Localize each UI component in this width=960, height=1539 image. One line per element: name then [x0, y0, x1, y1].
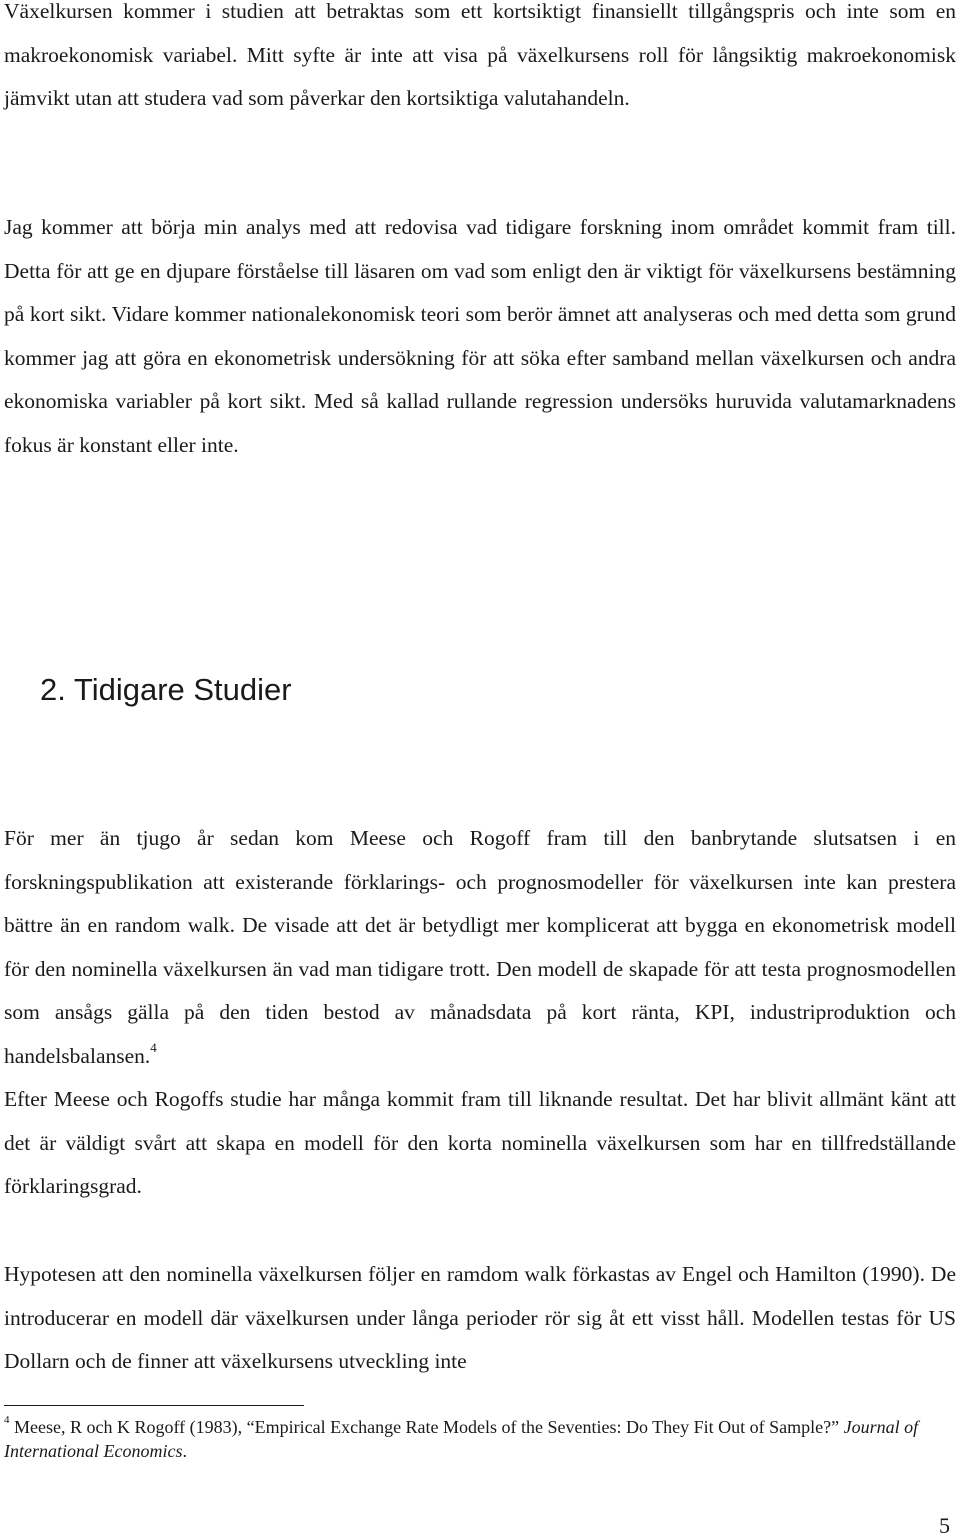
footnote-journal: Journal of International Economics — [4, 1417, 919, 1461]
page-number: 5 — [939, 1513, 950, 1538]
footnote — [4, 1415, 956, 1463]
paragraph-engel-hamilton: Hypotesen att den nominella växelkursen följer en ramdom walk förkastas av Engel och Hamilton (1990). De introducerar en modell där växelkursen under långa perioder rör sig åt ett visst håll. Modellen testas för US Dollarn och de finner att växelkursens utveckling inte — [4, 1262, 956, 1373]
footnote-reference[interactable]: 4 — [150, 1040, 157, 1056]
paragraph-after-meese: Efter Meese och Rogoffs studie har många kommit fram till liknande resultat. Det har blivit allmänt känt att det är väldigt svårt att skapa en modell för den korta nominella växelkursen som har en tillfredställande förklaringsgrad. — [4, 1087, 956, 1198]
footnote-end: . — [182, 1441, 187, 1461]
paragraph-analysis: Jag kommer att börja min analys med att redovisa vad tidigare forskning inom området kommit fram till. Detta för att ge en djupare förståelse till läsaren om vad som enligt den är viktigt för växelkursens bestämning på kort sikt. Vidare kommer nationalekonomisk teori som berör ämnet att analyseras och med detta som grund kommer jag att göra en ekonometrisk undersökning för att söka efter samband mellan växelkursen och andra ekonomiska variabler på kort sikt. Med så kallad rullande regression undersöks huruvida valutamarknadens fokus är konstant eller inte. — [4, 215, 956, 457]
footnote-text: Meese, R och K Rogoff (1983), “Empirical Exchange Rate Models of the Seventies: Do They Fit Out of Sample?” — [9, 1417, 844, 1437]
footnote-number: 4 — [4, 1414, 10, 1426]
paragraph-meese-rogoff — [4, 817, 956, 1078]
footnote-divider — [4, 1405, 304, 1406]
paragraph-meese-rogoff-text: För mer än tjugo år sedan kom Meese och Rogoff fram till den banbrytande slutsatsen i en forskningspublikation att existerande förklarings- och prognosmodeller för växelkursen inte kan prestera bättre än en random walk. De visade att det är betydligt mer komplicerat att bygga en ekonometrisk modell för den nominella växelkursen än vad man tidigare trott. Den modell de skapade för att testa prognosmodellen som ansågs gälla på den tiden bestod av månadsdata på kort ränta, KPI, industriproduktion och handelsbalansen. — [4, 826, 956, 1068]
section-heading: 2. Tidigare Studier — [40, 672, 292, 707]
paragraph-intro: Växelkursen kommer i studien att betraktas som ett kortsiktigt finansiellt tillgångspris och inte som en makroekonomisk variabel. Mitt syfte är inte att visa på växelkursens roll för långsiktig makroekonomisk jämvikt utan att studera vad som påverkar den kortsiktiga valutahandeln. — [4, 0, 956, 110]
